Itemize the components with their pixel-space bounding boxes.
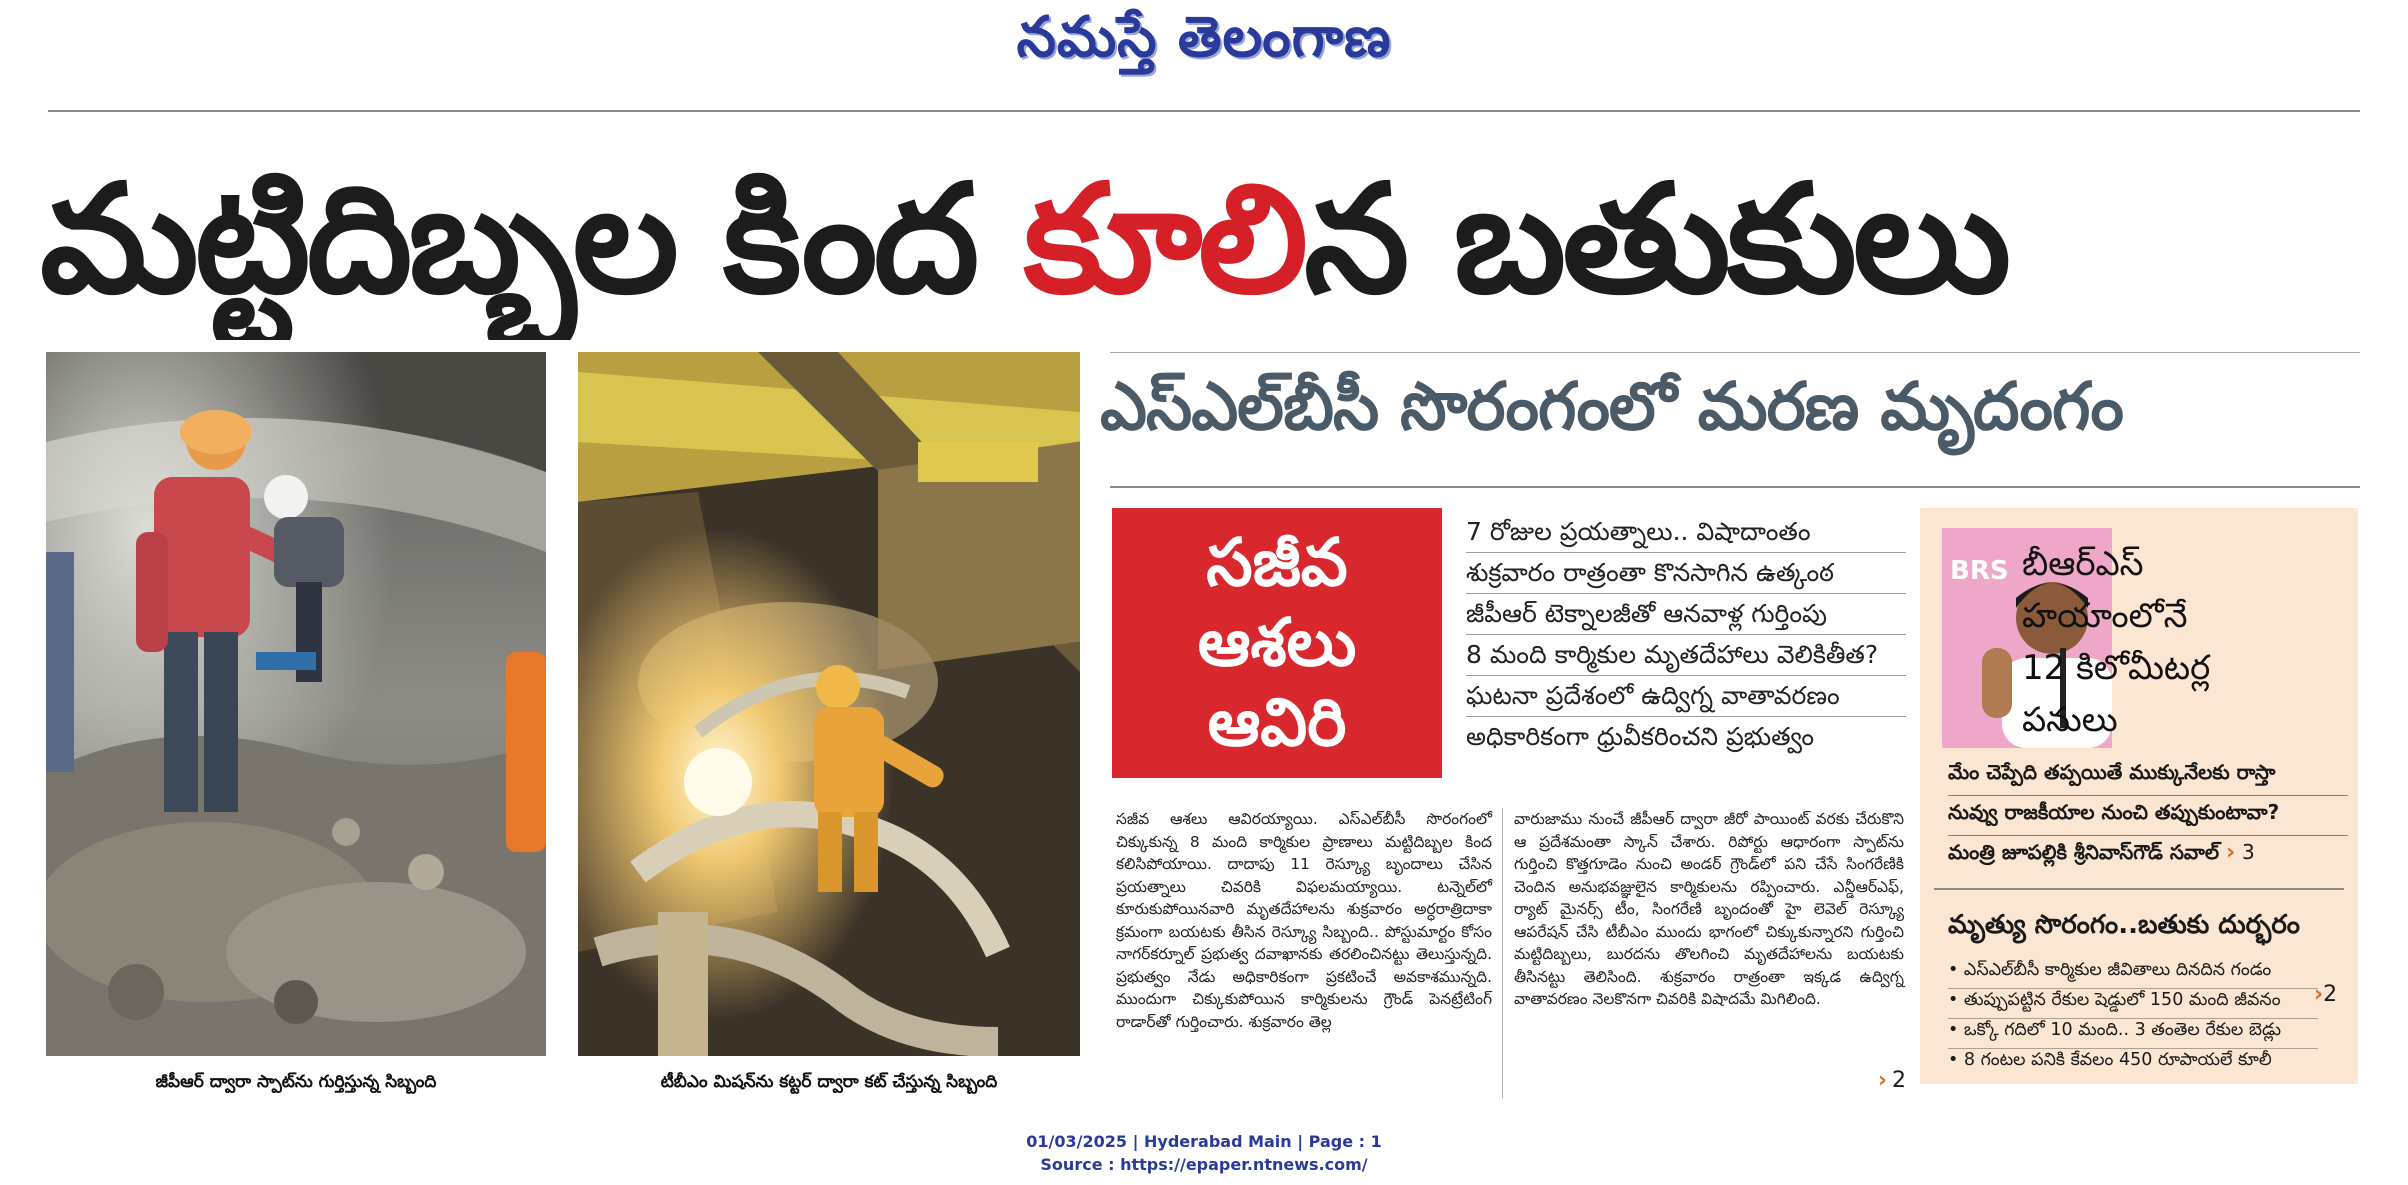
sidebar-list-item[interactable]: • 8 గంటల పనికి కేవలం 450 రూపాయలే కూలీ bbox=[1948, 1050, 2272, 1070]
photo-gpr-team-caption: జీపీఆర్ ద్వారా స్పాట్‌ను గుర్తిస్తున్న సిబ్బంది bbox=[155, 1072, 437, 1092]
key-point[interactable]: జీపీఆర్ టెక్నాలజీతో ఆనవాళ్ల గుర్తింపు bbox=[1466, 594, 1906, 635]
sidebar-list-item-text: 8 గంటల పనికి కేవలం 450 రూపాయలే కూలీ bbox=[1963, 1050, 2272, 1070]
sidebar-quote-page-ref: 3 bbox=[2242, 840, 2255, 864]
sidebar-quote-3-text: మంత్రి జూపల్లికి శ్రీనివాస్‌గౌడ్ సవాల్ bbox=[1948, 840, 2220, 864]
sidebar-list-item[interactable]: • ఎస్ఎల్‌బీసీ కార్మికుల జీవితాలు దినదిన గండం bbox=[1948, 960, 2318, 989]
chevron-right-icon: › bbox=[2314, 982, 2324, 1007]
article-body-column-1[interactable]: సజీవ ఆశలు ఆవిరయ్యాయి. ఎస్ఎల్‌బీసీ సొరంగంలో చిక్కుకున్న 8 మంది కార్మికుల ప్రాణాలు మట్టిదిబ్బల కింద కలిసిపోయాయి. దాదాపు 11 రెస్క్యూ బృందాలు చేసిన ప్రయత్నాలు చివరికి విఫలమయ్యాయి. టన్నెల్‌లో కూరుకుపోయినవారి మృతదేహాలను శుక్రవారం అర్ధరాత్రిదాకా క్రమంగా బయటకు తీసిన రెస్క్యూ సిబ్బంది.. పోస్టుమార్టం కోసం నాగర్‌కర్నూల్ ప్రభుత్వ దవాఖానకు తరలించినట్టు తెలుస్తున్నది. ప్రభుత్వం నేడు అధికారికంగా ప్రకటించే అవకాశమున్నది. ముందుగా చిక్కుకుపోయిన కార్మికులను గ్రౌండ్ పెనట్రేటింగ్ రాడార్‌తో గుర్తించారు. శుక్రవారం తెల్ల bbox=[1116, 810, 1492, 1031]
red-kicker-line3: ఆవిరి bbox=[1207, 684, 1347, 761]
headline-part1: మట్టిదిబ్బల కింద bbox=[40, 153, 1024, 327]
sidebar-quote-2[interactable]: నువ్వు రాజకీయాల నుంచి తప్పుకుంటావా? bbox=[1948, 800, 2348, 836]
chevron-right-icon: › bbox=[2226, 840, 2236, 865]
key-point[interactable]: అధికారికంగా ధ్రువీకరించని ప్రభుత్వం bbox=[1466, 722, 1815, 751]
red-kicker-box[interactable] bbox=[1112, 508, 1442, 778]
masthead-logo[interactable]: నమస్తే తెలంగాణ bbox=[1016, 4, 1392, 70]
photo-gpr-team-image bbox=[46, 352, 546, 1056]
sidebar-list-item-text: తుప్పుపట్టిన రేకుల షెడ్డులో 150 మంది జీవనం bbox=[1963, 990, 2281, 1010]
subhead[interactable]: ఎస్ఎల్‌బీసీ సొరంగంలో మరణ మృదంగం bbox=[1100, 368, 2123, 445]
red-kicker-line1: సజీవ bbox=[1206, 524, 1348, 601]
key-points-list bbox=[1466, 512, 1906, 757]
sidebar-headline-line: పనులు bbox=[2022, 700, 2118, 740]
continued-page-number: 2 bbox=[1892, 1068, 1906, 1093]
key-point[interactable]: శుక్రవారం రాత్రంతా కొనసాగిన ఉత్కంఠ bbox=[1466, 553, 1906, 594]
sidebar-list-item-text: ఎస్ఎల్‌బీసీ కార్మికుల జీవితాలు దినదిన గండం bbox=[1963, 960, 2272, 980]
photo-tbm-cutting-image bbox=[578, 352, 1080, 1056]
photo-tbm-cutting-caption: టీబీఎం మిషన్‌ను కట్టర్ ద్వారా కట్ చేస్తున్న సిబ్బంది bbox=[660, 1072, 998, 1092]
sidebar-quote-3[interactable] bbox=[1948, 840, 2348, 875]
sidebar-section-head[interactable]: మృత్యు సొరంగం..బతుకు దుర్భరం bbox=[1948, 910, 2300, 940]
sidebar-divider bbox=[1934, 888, 2344, 890]
footer-source-link[interactable]: Source : https://epaper.ntnews.com/ bbox=[1040, 1155, 1368, 1174]
key-point[interactable]: 7 రోజుల ప్రయత్నాలు.. విషాదాంతం bbox=[1466, 512, 1906, 553]
sidebar-list-item[interactable]: • తుప్పుపట్టిన రేకుల షెడ్డులో 150 మంది జీవనం bbox=[1948, 990, 2318, 1019]
photo-tbm-cutting[interactable] bbox=[578, 352, 1080, 1056]
sidebar-headline-line: హయాంలోనే bbox=[2022, 596, 2188, 636]
sidebar-headline[interactable] bbox=[2022, 538, 2362, 746]
red-kicker-line2: ఆశలు bbox=[1197, 604, 1357, 681]
sidebar-quote-1[interactable]: మేం చెప్పేది తప్పయితే ముక్కునేలకు రాస్తా bbox=[1948, 760, 2348, 796]
sidebar-badge: BRS bbox=[1950, 556, 2009, 586]
chevron-right-icon: › bbox=[1877, 1068, 1887, 1093]
sidebar-box[interactable] bbox=[1920, 508, 2358, 1084]
sidebar-list-item-text: ఒక్కో గదిలో 10 మంది.. 3 తంతెల రేకుల బెడ్లు bbox=[1963, 1020, 2282, 1040]
sidebar-headline-line: బీఆర్ఎస్ bbox=[2022, 544, 2144, 584]
photo-gpr-team[interactable] bbox=[46, 352, 546, 1056]
headline-red-word: కూలి bbox=[1023, 153, 1305, 327]
sidebar-headline-line: 12 కిలోమీటర్ల bbox=[2022, 648, 2211, 688]
sidebar-list-item[interactable]: • ఒక్కో గదిలో 10 మంది.. 3 తంతెల రేకుల బెడ్లు bbox=[1948, 1020, 2318, 1049]
sidebar-list-page-ref[interactable] bbox=[2314, 982, 2337, 1007]
continued-page-ref[interactable] bbox=[1846, 1068, 1906, 1093]
masthead-divider bbox=[48, 110, 2360, 112]
article-body-column-2[interactable]: వారుజాము నుంచే జీపీఆర్ ద్వారా జీరో పాయింట్ వరకు చేరుకొని ఆ ప్రదేశమంతా స్కాన్ చేశారు. రిపోర్టు ఆధారంగా స్పాట్‌ను గుర్తించి కొత్తగూడెం నుంచి అండర్ గ్రౌండ్‌లో పని చేసే సింగరేణికి చెందిన అనుభవజ్ఞులైన కార్మికులను రప్పించారు. ఎన్డీఆర్ఎఫ్, ర్యాట్ మైనర్స్ టీం, సింగరేణి బృందంతో హై లెవెల్ రెస్క్యూ ఆపరేషన్ చేసి టీబీఎం ముందు భాగంలో చిక్కుకున్నారని గుర్తించి మట్టిదిబ్బలు, బురదను తొలగించి మృతదేహాలను బయటకు తీసినట్టు తెలిసింది. శుక్రవారం రాత్రంతా ఇక్కడ ఉద్విగ్న వాతావరణం నెలకొనగా చివరికి విషాదమే మిగిలింది. bbox=[1514, 810, 1904, 1008]
subhead-top-rule bbox=[1110, 352, 2360, 353]
column-divider bbox=[1502, 808, 1503, 1098]
key-point[interactable]: 8 మంది కార్మికుల మృతదేహాలు వెలికితీత? bbox=[1466, 635, 1906, 676]
subhead-bottom-rule bbox=[1110, 486, 2360, 488]
key-point[interactable]: ఘటనా ప్రదేశంలో ఉద్విగ్న వాతావరణం bbox=[1466, 676, 1906, 717]
main-headline[interactable] bbox=[40, 140, 2380, 340]
headline-part2: న బతుకులు bbox=[1304, 153, 2008, 327]
sidebar-list-page-number: 2 bbox=[2323, 982, 2338, 1007]
footer-edition-info: 01/03/2025 | Hyderabad Main | Page : 1 bbox=[1026, 1132, 1382, 1151]
